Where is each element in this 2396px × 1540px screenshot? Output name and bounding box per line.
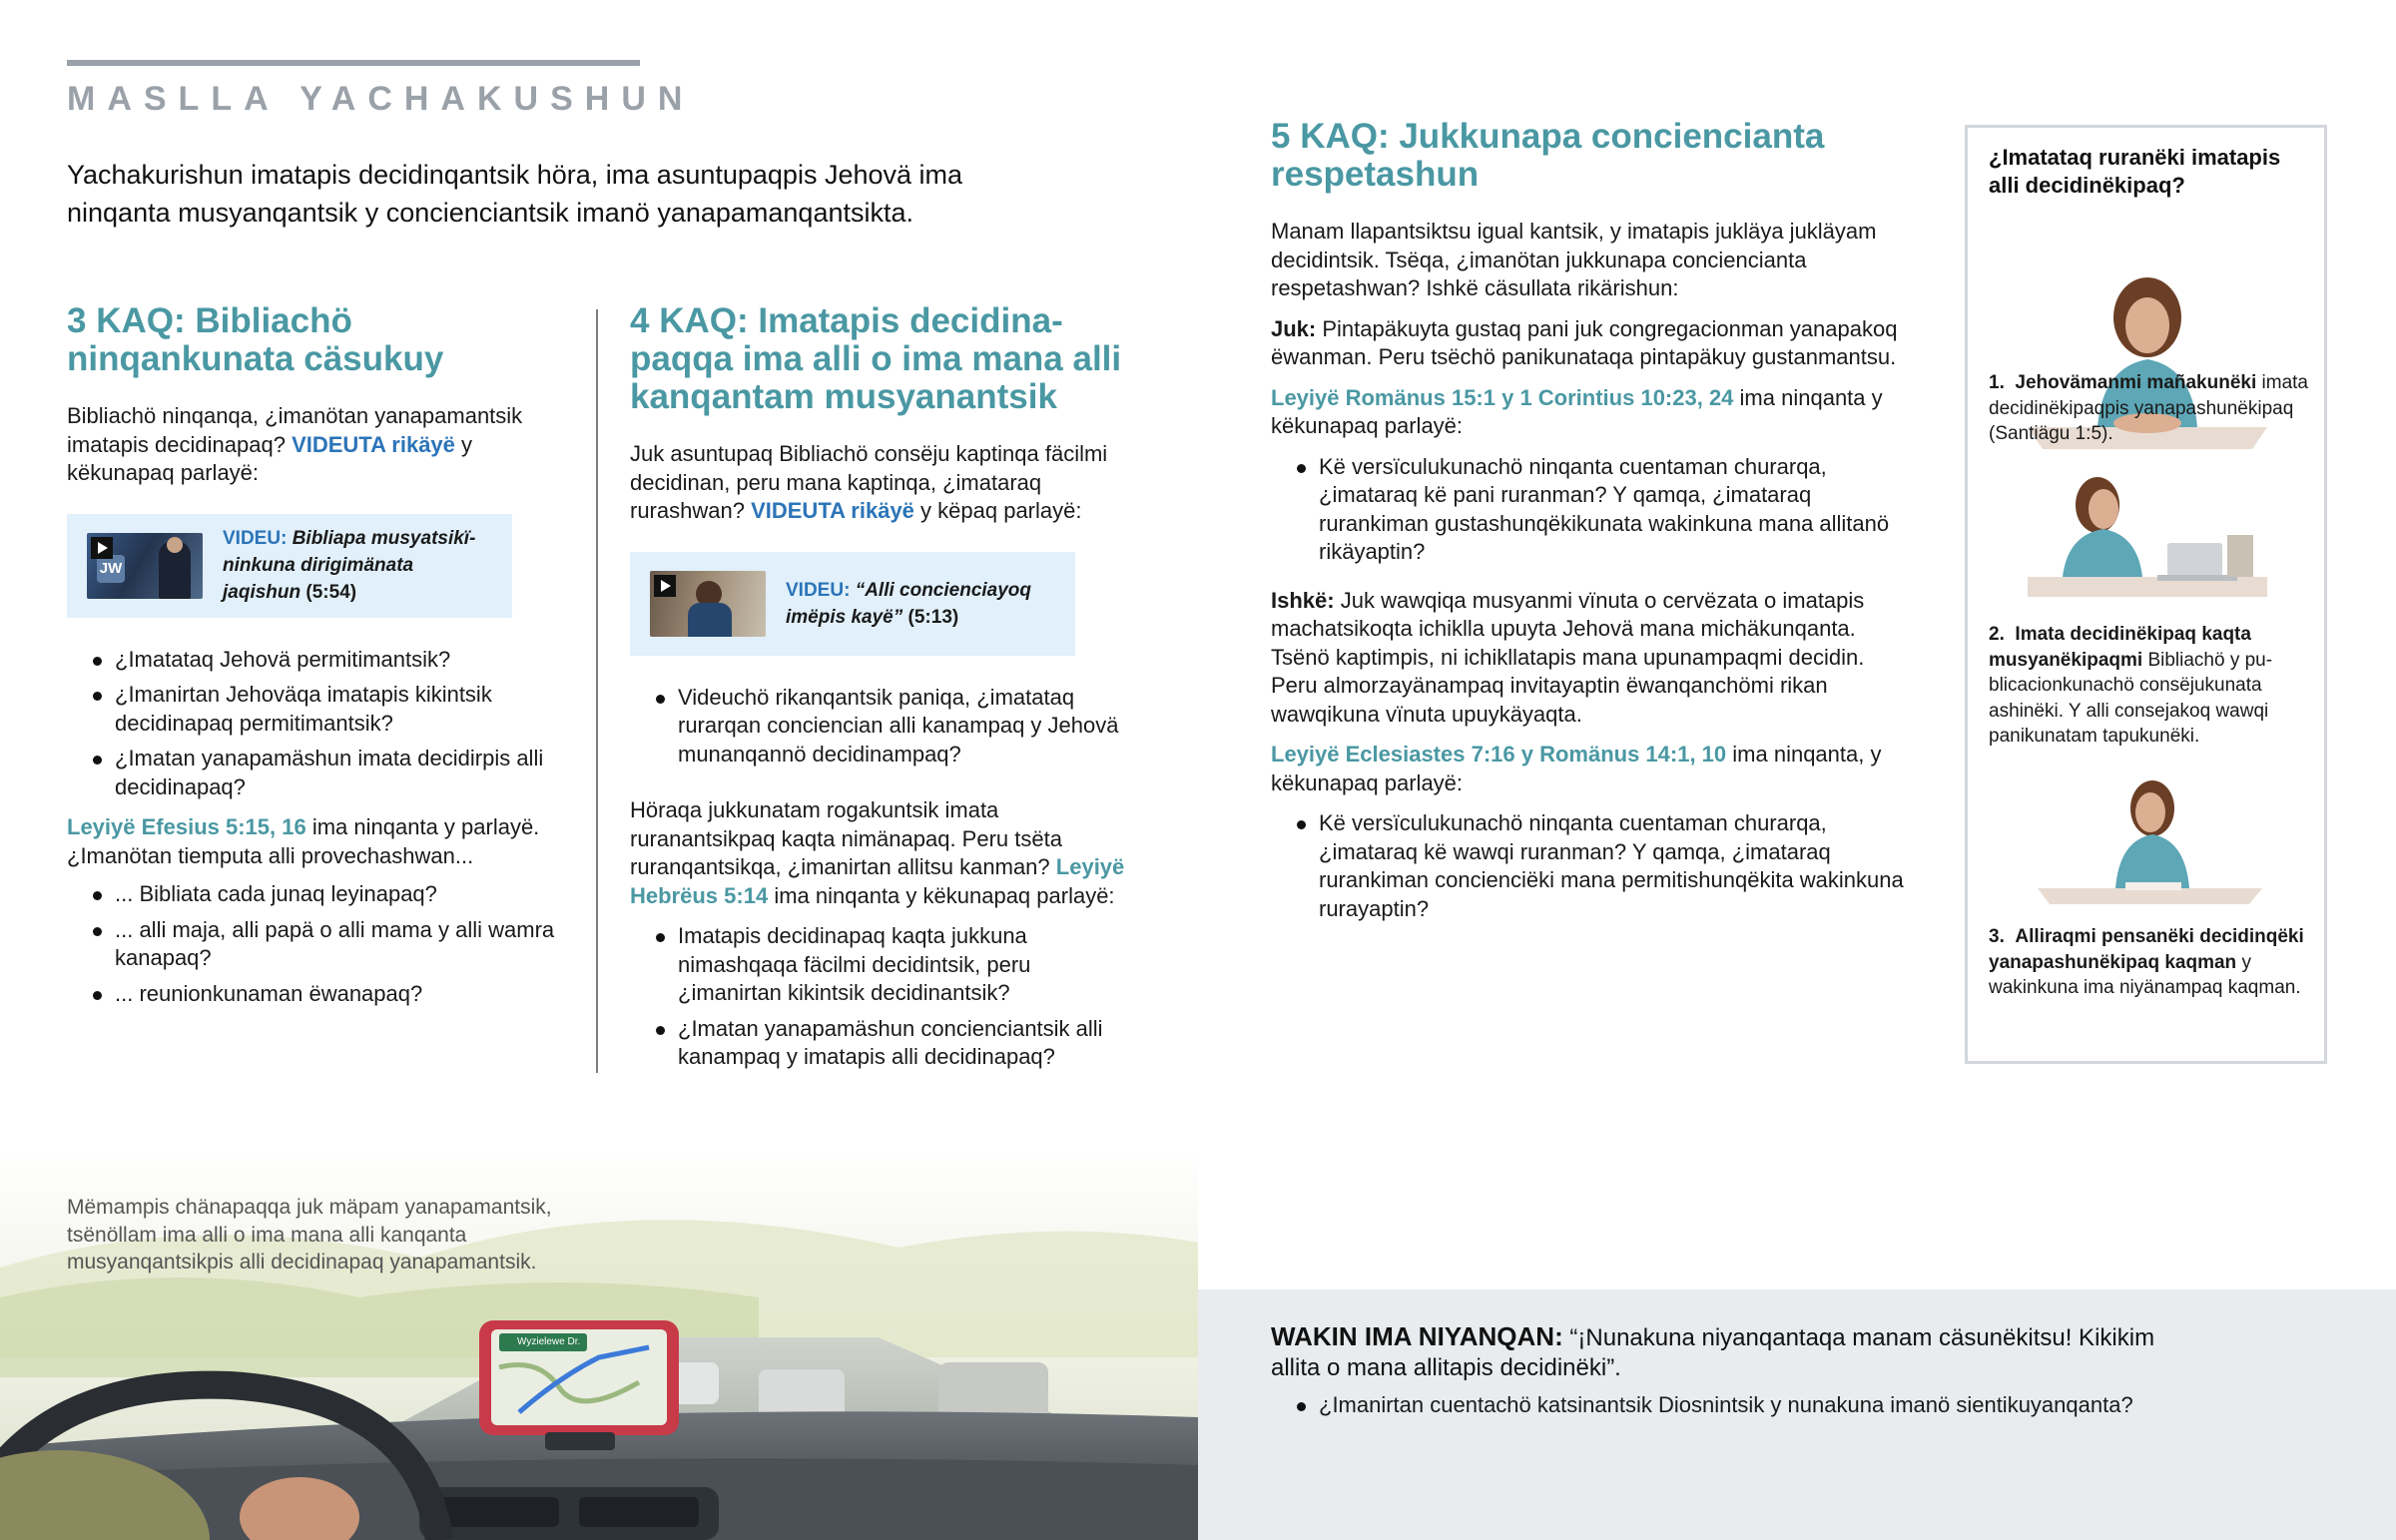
col1-paragraph (67, 402, 566, 488)
col3-heading: 5 KAQ: Jukkunapa conciencianta respetashun (1271, 117, 1825, 194)
item-bold: Alliraqmi pensanëki decidinqëki yanapashunëkipaq kaqman (1989, 926, 2304, 973)
video-duration: (5:13) (907, 606, 959, 628)
column-divider (596, 309, 598, 1073)
jw-logo-icon: JW (97, 555, 125, 583)
face-shape (2125, 297, 2169, 353)
col2-bullet-list (630, 684, 1129, 770)
col1-video-link[interactable]: VIDEUTA rikäyë (292, 431, 455, 457)
video-label: VIDEU: (786, 579, 851, 601)
col3-scripture-ref-2[interactable]: Leyiyë Eclesiastes 7:16 y Romänus 14:1, 10 (1271, 742, 1727, 767)
list-item: ¿Imatataq Jehovä permitimantsik? (67, 646, 566, 675)
col3-intro: Manam llapantsiktsu igual kantsik, y imatapis jukläya jukläyam decidintsik. Tsëqa, ¿imanötan jukkunapa conciencianta respetashwan? Ishkë cäsullata rikärishun: (1271, 219, 1877, 300)
woman-figure (688, 603, 732, 637)
video-title: “Alli concienciayoq imëpis kayë” (786, 579, 1032, 628)
list-item: ... Bibliata cada junaq leyinapaq? (67, 880, 566, 909)
shirt-shape (2115, 834, 2189, 888)
thinking-woman-illustration (2018, 778, 2277, 918)
col2-para-a: Juk asuntupaq Bibliachö consëju kaptinqa fäcilmi decidinan, peru mana kaptinqa, ¿imataraq rurashwan? (630, 441, 1108, 523)
item-text: y wakinkuna ima niyänampaq kaqman. (1989, 951, 2301, 998)
col1-para-a: Bibliachö ninqanqa, ¿imanötan yanapamantsik imatapis decidinapaq? (67, 403, 523, 457)
table-shape (2038, 888, 2262, 904)
col2-para-b: y këpaq parlayë: (920, 498, 1082, 523)
list-item: Videuchö rikanqantsik paniqa, ¿imatataq rurarqan conciencian alli kanampaq y Jehovä munanqannö decidinampaq? (630, 684, 1129, 770)
list-item: ¿Imanirtan Jehoväqa imatapis kikintsik decidinapaq permitimantsik? (67, 681, 566, 738)
footer-panel (1198, 1289, 2396, 1540)
col1-bullet-list (67, 646, 566, 802)
list-item: Kë versïculukunachö ninqanta cuentaman churarqa, ¿imataraq kë pani ruranman? Y qamqa, ¿imataraq rurankiman gustashunqëkikunata wakinkuna mana allitanö rikäyaptin? (1271, 453, 1905, 567)
sidebar-title: ¿Imatataq ruranëki imatapis alli decidinëkipaq? (1989, 145, 2281, 198)
face-shape (2089, 489, 2118, 529)
speaker-head (167, 537, 183, 553)
col2-heading: 4 KAQ: Imatapis decidinapaqqa ima alli o ima mana alli kanqantam musyanantsik (630, 301, 1122, 416)
shirt-shape (2063, 529, 2142, 577)
case-2-text: Juk wawqiqa musyanmi vïnuta o cervëzata o imatapis machatsikoqta ichiklla upuyta Jehovä mana michäkunqanta. Tsënö kaptimpis, ni ichikllatapis mana upunampaqmi decidin. Peru almorzayänampaq invitayaptin ëwanqanchömi rikan wawqikuna vïnuta upuykäyaqta. (1271, 587, 1865, 727)
col1-para-b: y këkunapaq parlayë: (67, 431, 473, 485)
column-1 (67, 302, 566, 1015)
col3-ref-1-tail: ima ninqanta y këkunapaq parlayë: (1271, 384, 1883, 438)
books-shape (2227, 535, 2253, 577)
header-rule (67, 60, 640, 66)
video-title: Bibliapa musyatsikïninkuna dirigimänata jaqishun (223, 528, 476, 603)
col1-ref-tail: ima ninqanta y parlayë. (311, 814, 540, 839)
item-text: Bibliachö y publicacionkunachö consëjukunata ashinëki. Y alli consejakoq wawqi panikunatam tapukunëki. (1989, 649, 2273, 747)
case-1-text: Pintapäkuyta gustaq pani juk congregacionman yanapakoq ëwanman. Peru tsëchö panikunataqa pintapäkuy gustanmantsu. (1271, 315, 1898, 369)
footer-quote-text: “¡Nunakuna niyanqantaqa manam cäsunëkitsu! Kikikim allita o mana allitapis decidinëki”. (1271, 1324, 2155, 1381)
footer-bullet-list (1271, 1391, 2319, 1427)
list-item: Imatapis decidinapaq kaqta jukkuna nimashqaqa fäcilmi decidintsik, peru ¿imanirtan kikintsik decidinantsik? (630, 922, 1129, 1008)
sidebar-item-2 (1989, 622, 2308, 750)
item-bold: Imata decidinëkipaq kaqta musyanëkipaqmi (1989, 624, 2251, 671)
col2-bullet-list-2 (630, 922, 1129, 1072)
list-item: ¿Imatan yanapamäshun imata decidirpis alli decidinapaq? (67, 745, 566, 801)
col1-video-text (223, 525, 492, 606)
item-number: 3. (1989, 926, 2005, 947)
section-title: MASLLA YACHAKUSHUN (67, 80, 695, 118)
col2-para2-a: Höraqa jukkunatam rogakuntsik imata ruranantsikpaq kaqta nimänapaq. Peru tsëta ruranqantsikqa, ¿imanirtan allitsu kanman? (630, 797, 1062, 879)
list-item: ... reunionkunaman ëwanapaq? (67, 980, 566, 1009)
laptop-base-shape (2157, 575, 2237, 581)
col3-bullet-list-1 (1271, 453, 1905, 567)
col2-video-text (786, 577, 1055, 631)
col1-video-box[interactable] (67, 514, 512, 618)
col2-video-link[interactable]: VIDEUTA rikäyë (751, 498, 914, 523)
list-item: Kë versïculukunachö ninqanta cuentaman churarqa, ¿imataraq kë wawqi ruranman? Y qamqa, ¿imataraq rurankiman concienciëki mana permitishunqëkita wakinkuna rurayaptin? (1271, 809, 1905, 923)
item-number: 2. (1989, 624, 2005, 645)
footer-quote (1271, 1321, 2169, 1383)
list-item: ... alli maja, alli papä o alli mama y alli wamra kanapaq? (67, 916, 566, 973)
column-2 (630, 302, 1129, 1079)
phone-map-label: Wyzielewe Dr. (517, 1336, 581, 1347)
item-bold: Jehovämanmi mañakunëki (2015, 372, 2257, 393)
list-item: ¿Imatan yanapamäshun concienciantsik alli kanampaq y imatapis alli decidinapaq? (630, 1015, 1129, 1072)
face-shape (2135, 792, 2165, 832)
item-text: imata decidinëkipaqpis yanapashunëkipaq (Santiägu 1:5). (1989, 372, 2308, 444)
sidebar-item-1 (1989, 370, 2308, 447)
column-3 (1271, 118, 1905, 930)
video-duration: (5:54) (305, 582, 357, 603)
intro-text: Yachakurishun imatapis decidinqantsik höra, ima asuntupaqpis Jehovä ima ninqanta musyanqantsik y concienciantsik imanö yanapamanqantsikta. (67, 160, 963, 228)
col3-ref-2-tail: ima ninqanta, y këkunapaq parlayë: (1271, 742, 1882, 795)
col3-bullet-list-2 (1271, 809, 1905, 923)
col1-scripture-ref[interactable]: Leyiyë Efesius 5:15, 16 (67, 814, 306, 839)
col2-scripture-ref[interactable]: Leyiyë Hebrëus 5:14 (630, 854, 1125, 908)
book-shape (2125, 882, 2181, 890)
laptop-woman-illustration (2018, 465, 2277, 605)
footer-label: WAKIN IMA NIYANQAN: (1271, 1321, 1563, 1351)
sidebar-box (1965, 125, 2327, 1064)
image-caption: Mëmampis chänapaqqa juk mäpam yanapamantsik, tsënöllam ima alli o ima mana alli kanqanta musyanqantsikpis alli decidinapaq yanapamantsik. (67, 1196, 552, 1274)
col1-question: ¿Imanötan tiemputa alli provechashwan... (67, 842, 474, 868)
play-icon[interactable] (654, 575, 676, 597)
col2-video-box[interactable] (630, 552, 1075, 656)
col3-case-2 (1271, 587, 1905, 730)
list-item: ¿Imanirtan cuentachö katsinantsik Diosnintsik y nunakuna imanö sientikuyanqanta? (1271, 1391, 2319, 1420)
col1-ref-paragraph (67, 813, 566, 870)
play-icon[interactable] (91, 537, 113, 559)
sidebar-item-3 (1989, 924, 2308, 1001)
laptop-screen-shape (2167, 543, 2222, 577)
col3-ref-1 (1271, 384, 1905, 441)
video-thumbnail[interactable] (87, 533, 203, 599)
case-1-label: Juk: (1271, 315, 1317, 341)
col3-ref-2 (1271, 741, 1905, 797)
col1-sub-list (67, 880, 566, 1008)
item-number: 1. (1989, 372, 2005, 393)
col1-heading: 3 KAQ: Bibliachö ninqankunata cäsukuy (67, 301, 444, 378)
col3-case-1 (1271, 315, 1905, 372)
video-thumbnail[interactable] (650, 571, 766, 637)
case-2-label: Ishkë: (1271, 587, 1335, 613)
col3-scripture-ref-1[interactable]: Leyiyë Romänus 15:1 y 1 Corintius 10:23, 24 (1271, 384, 1734, 410)
col2-para2-b: ima ninqanta y këkunapaq parlayë: (774, 882, 1115, 908)
video-label: VIDEU: (223, 528, 288, 549)
col2-paragraph (630, 440, 1129, 526)
col2-paragraph-2 (630, 796, 1129, 910)
